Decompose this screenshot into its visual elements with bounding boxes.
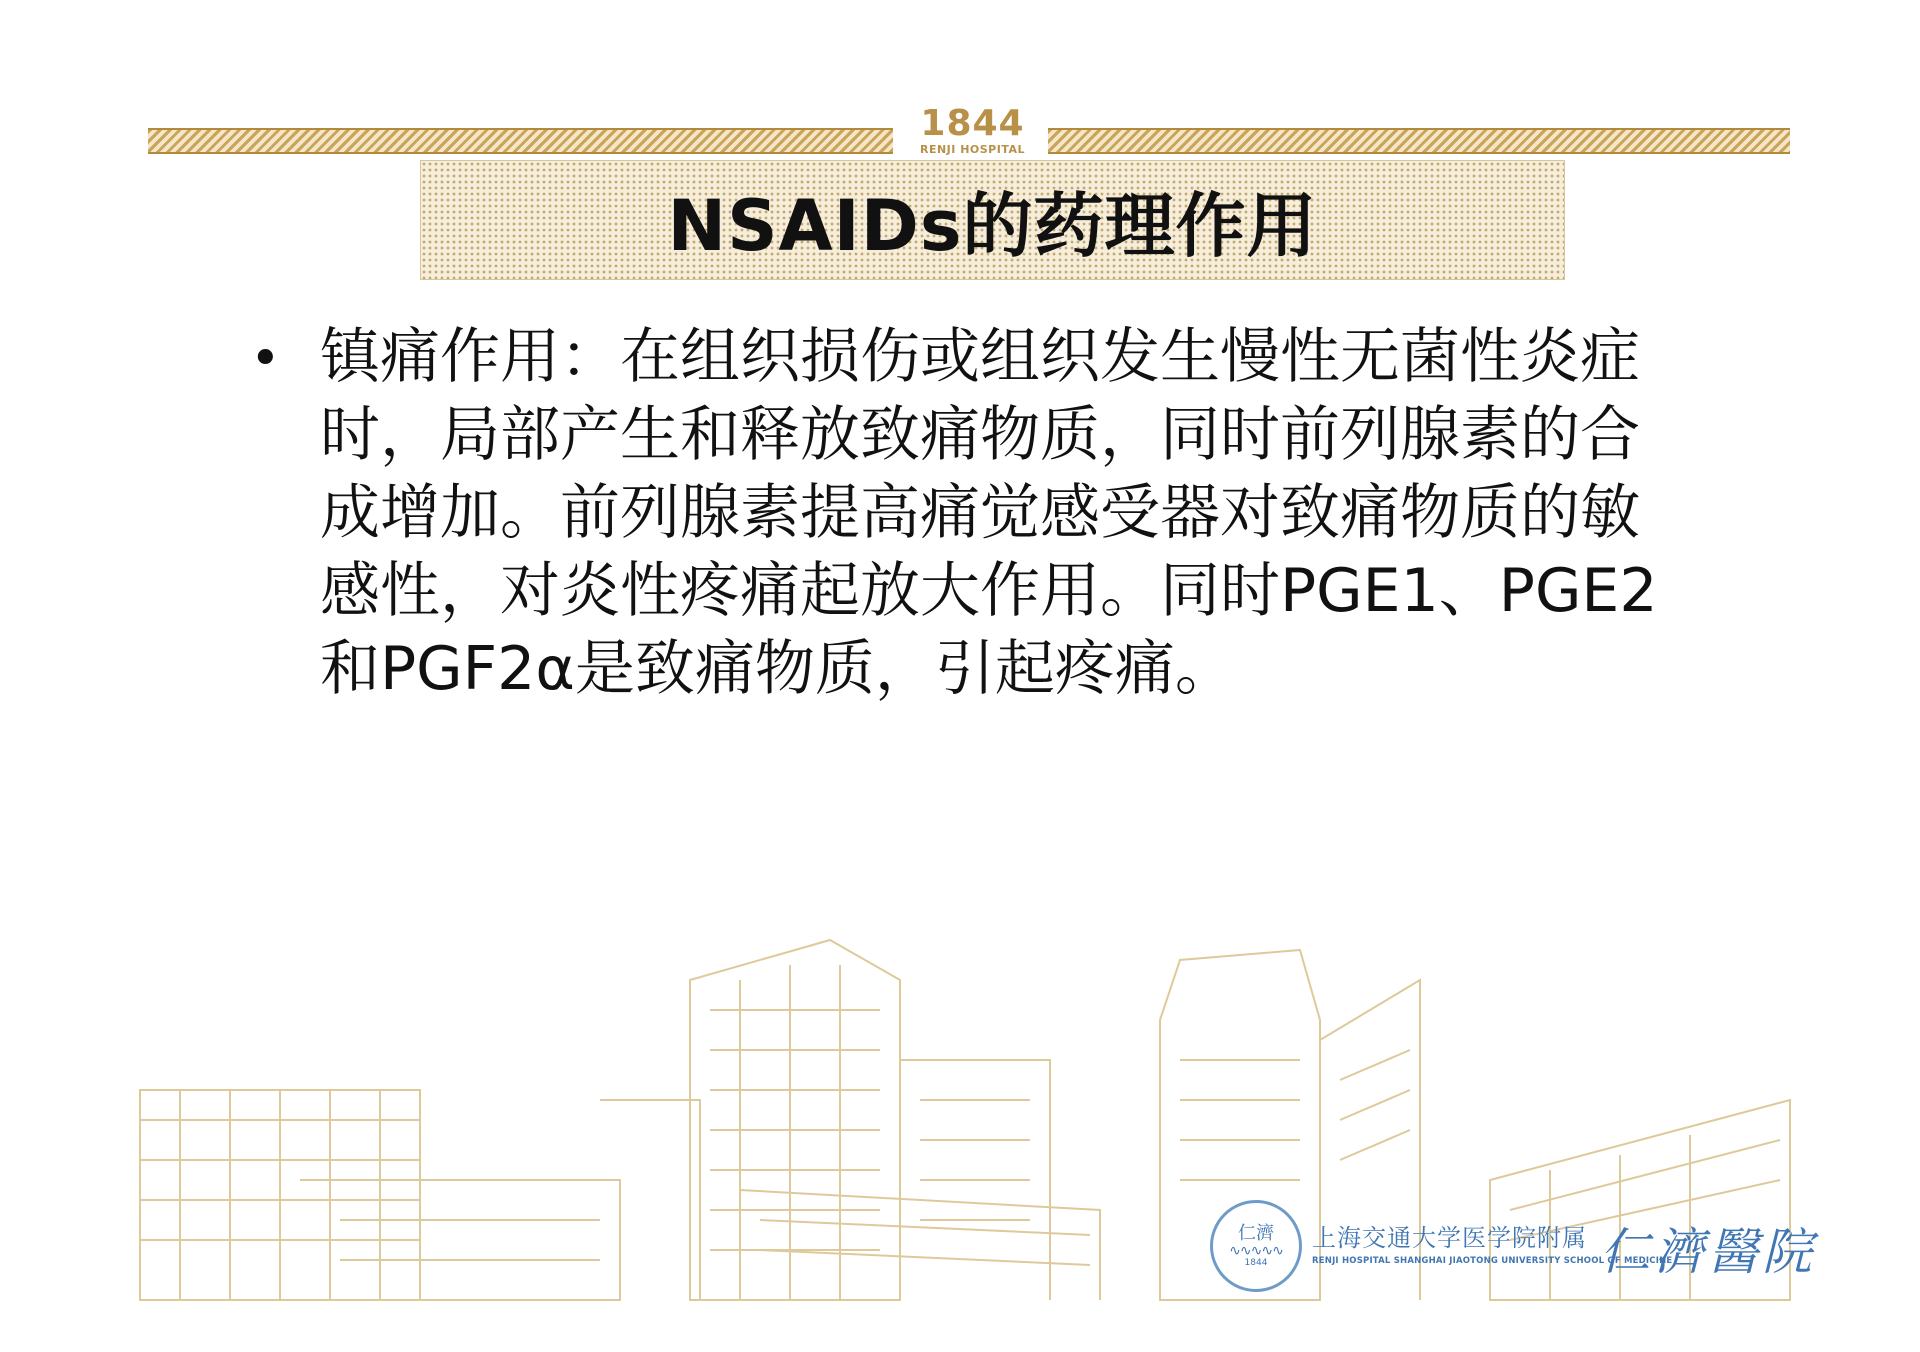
bullet-item: [250, 318, 1680, 708]
bullet-text: 镇痛作用：在组织损伤或组织发生慢性无菌性炎症时，局部产生和释放致痛物质，同时前列腺素的合成增加。前列腺素提高痛觉感受器对致痛物质的敏感性，对炎性疼痛起放大作用。同时PGE1、PGE2和PGF2α是致痛物质，引起疼痛。: [320, 322, 1658, 704]
emblem-subtitle: RENJI HOSPITAL: [919, 143, 1025, 156]
org-name-cn: 上海交通大学医学院附属: [1312, 1224, 1587, 1252]
header-pattern-right: [1048, 128, 1790, 154]
seal-icon: [1210, 1200, 1302, 1292]
emblem-year: 1844: [920, 103, 1025, 144]
header-pattern-left: [148, 128, 893, 154]
hospital-logo: [1210, 1200, 1816, 1300]
slide-title: NSAIDs的药理作用: [667, 184, 1318, 267]
slide-content: [250, 318, 1680, 708]
title-box: [420, 160, 1565, 280]
org-name-en: RENJI HOSPITAL SHANGHAI JIAOTONG UNIVERSITY SCHOOL OF MEDICINE: [1312, 1256, 1673, 1266]
seal-text: 仁濟: [1238, 1223, 1274, 1244]
bullet-dot-icon: •: [250, 329, 281, 389]
wave-icon: ∿∿∿∿∿: [1229, 1243, 1283, 1259]
header-emblem: [910, 104, 1035, 156]
seal-year: 1844: [1244, 1258, 1268, 1268]
brand-name: 仁濟醫院: [1600, 1223, 1816, 1281]
